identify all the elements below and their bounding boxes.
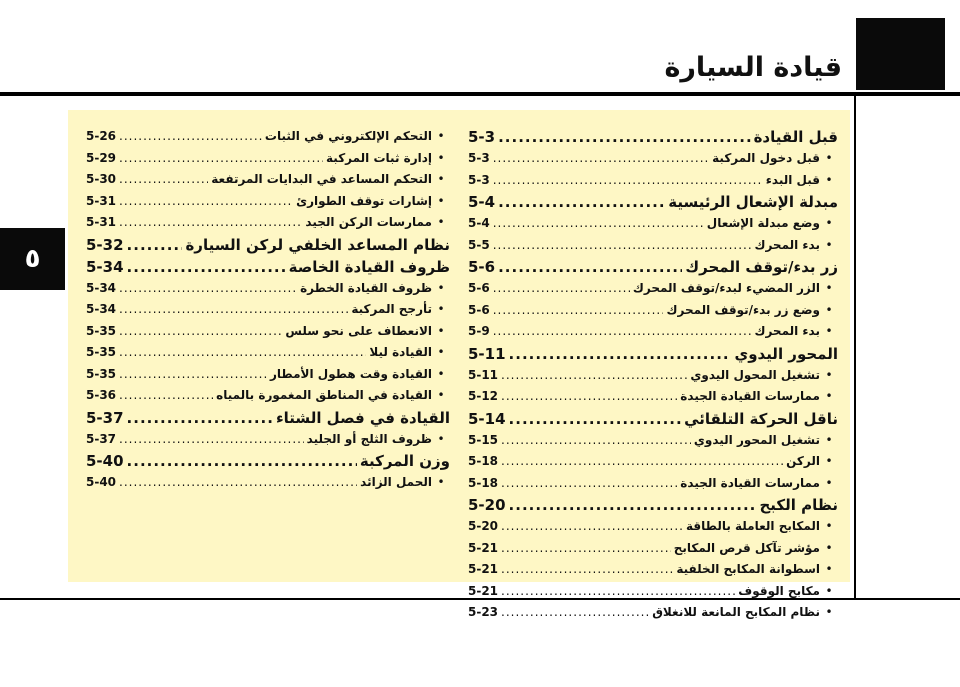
toc-page-number: 5-6 — [468, 281, 490, 295]
bullet-icon: • — [825, 454, 833, 468]
toc-subsection-entry[interactable] — [86, 191, 450, 213]
bullet-icon: • — [825, 367, 833, 382]
toc-page-number: 5-34 — [86, 280, 117, 295]
toc-entry-label: الزر المضيء لبدء/توقف المحرك — [632, 281, 820, 295]
dot-leader — [501, 365, 687, 387]
dot-leader — [127, 256, 286, 278]
toc-entry-label: التحكم المساعد في البدايات المرتفعة — [211, 172, 432, 186]
dot-leader — [119, 429, 304, 451]
dot-leader — [493, 321, 752, 343]
dot-leader — [493, 148, 709, 170]
dot-leader — [501, 516, 683, 538]
toc-entry-label: ممارسات القيادة الجيدة — [680, 475, 820, 490]
toc-page-number: 5-29 — [86, 150, 117, 165]
dot-leader — [493, 170, 763, 192]
toc-page-number: 5-3 — [468, 128, 496, 146]
bullet-icon: • — [825, 562, 833, 576]
toc-subsection-entry[interactable] — [86, 299, 450, 321]
dot-leader — [127, 234, 183, 256]
dot-leader — [493, 278, 630, 300]
toc-subsection-entry[interactable] — [86, 278, 450, 300]
toc-page-number: 5-5 — [468, 237, 490, 252]
toc-page-number: 5-20 — [468, 496, 506, 514]
dot-leader — [501, 473, 677, 495]
toc-entry-label: إشارات توقف الطوارئ — [296, 193, 432, 208]
dot-leader — [119, 169, 208, 191]
toc-page-number: 5-37 — [86, 408, 124, 427]
toc-section-entry[interactable] — [86, 450, 450, 472]
toc-page-number: 5-31 — [86, 193, 117, 208]
toc-page-number: 5-6 — [468, 302, 490, 317]
toc-page-number: 5-35 — [86, 345, 117, 359]
toc-page-number: 5-36 — [86, 388, 117, 402]
bullet-icon: • — [825, 172, 833, 187]
toc-entry-label: الانعطاف على نحو سلس — [285, 323, 432, 338]
bullet-icon: • — [437, 302, 445, 316]
toc-entry-label: القيادة ليلا — [369, 345, 432, 359]
toc-entry-label: المكابح العاملة بالطاقة — [685, 519, 820, 533]
toc-entry-label: القيادة وقت هطول الأمطار — [270, 366, 432, 381]
toc-subsection-entry[interactable] — [86, 429, 450, 451]
bullet-icon: • — [825, 237, 833, 252]
bullet-icon: • — [825, 540, 833, 555]
toc-section-entry[interactable] — [86, 407, 450, 429]
toc-entry-label: تشغيل المحول اليدوي — [690, 367, 820, 382]
corner-block — [856, 18, 945, 90]
toc-entry-label: بدء المحرك — [754, 237, 820, 252]
dot-leader — [509, 494, 757, 516]
bullet-icon: • — [825, 583, 833, 598]
toc-page-number: 5-37 — [86, 431, 117, 446]
toc-page-number: 5-20 — [468, 519, 499, 533]
bullet-icon: • — [437, 323, 445, 338]
bullet-icon: • — [437, 172, 445, 186]
bullet-icon: • — [437, 193, 445, 208]
dot-leader — [493, 213, 704, 235]
toc-subsection-entry[interactable] — [468, 170, 838, 192]
bullet-icon: • — [825, 216, 833, 230]
toc-column-right — [468, 126, 838, 624]
toc-entry-label: ممارسات القيادة الجيدة — [680, 389, 820, 403]
toc-subsection-entry[interactable] — [86, 385, 450, 407]
dot-leader — [119, 472, 357, 494]
toc-entry-label: وضع مبدلة الإشعال — [706, 216, 820, 230]
toc-entry-label: نظام المساعد الخلفي لركن السيارة — [185, 235, 450, 254]
toc-page-number: 5-35 — [86, 323, 117, 338]
toc-section-entry[interactable] — [468, 343, 838, 365]
toc-page-number: 5-34 — [86, 257, 124, 276]
toc-page-number: 5-9 — [468, 324, 490, 338]
toc-subsection-entry[interactable] — [468, 430, 838, 452]
toc-subsection-entry[interactable] — [468, 365, 838, 387]
toc-entry-label: تشغيل المحور اليدوي — [693, 432, 820, 447]
toc-page-number: 5-35 — [86, 366, 117, 381]
toc-page-number: 5-4 — [468, 216, 490, 230]
toc-subsection-entry[interactable] — [468, 538, 838, 560]
bullet-icon: • — [437, 475, 445, 489]
toc-entry-label: مبدلة الإشعال الرئيسية — [668, 193, 838, 211]
toc-entry-label: مؤشر تآكل قرص المكابح — [673, 540, 820, 555]
toc-page-number: 5-12 — [468, 389, 499, 403]
toc-subsection-entry[interactable] — [468, 300, 838, 322]
dot-leader — [501, 430, 691, 452]
toc-page-number: 5-18 — [468, 475, 499, 490]
toc-entry-label: الحمل الزائد — [360, 475, 432, 489]
page-title: قيادة السيارة — [664, 52, 842, 83]
toc-subsection-entry[interactable] — [468, 148, 838, 170]
dot-leader — [493, 235, 752, 257]
bullet-icon: • — [437, 129, 445, 143]
toc-page-number: 5-11 — [468, 344, 506, 363]
dot-leader — [498, 256, 682, 278]
toc-entry-label: إدارة ثبات المركبة — [326, 150, 432, 165]
toc-entry-label: ظروف القيادة الخاصة — [288, 257, 450, 276]
dot-leader — [127, 407, 273, 429]
toc-section-entry[interactable] — [468, 494, 838, 516]
bullet-icon: • — [825, 605, 833, 619]
toc-entry-label: وزن المركبة — [359, 452, 450, 470]
bullet-icon: • — [437, 280, 445, 295]
bullet-icon: • — [437, 388, 445, 402]
toc-subsection-entry[interactable] — [468, 235, 838, 257]
dot-leader — [119, 321, 282, 343]
dot-leader — [119, 385, 213, 407]
toc-page-number: 5-31 — [86, 215, 117, 229]
toc-entry-label: اسطوانة المكابح الخلفية — [676, 562, 820, 576]
bullet-icon: • — [437, 366, 445, 381]
dot-leader — [119, 342, 366, 364]
dot-leader — [127, 450, 357, 472]
toc-entry-label: المحور اليدوي — [734, 344, 838, 363]
bullet-icon: • — [825, 324, 833, 338]
toc-entry-label: ظروف الثلج أو الجليد — [306, 431, 432, 446]
dot-leader — [119, 299, 348, 321]
toc-subsection-entry[interactable] — [468, 213, 838, 235]
toc-entry-label: قبل البدء — [765, 172, 820, 187]
toc-subsection-entry[interactable] — [86, 212, 450, 234]
toc-page-number: 5-34 — [86, 302, 117, 316]
toc-page-number: 5-3 — [468, 172, 490, 187]
chapter-tab[interactable]: ٥ — [0, 228, 65, 290]
dot-leader — [509, 408, 682, 430]
dot-leader — [119, 212, 302, 234]
bullet-icon: • — [437, 345, 445, 359]
toc-page-number: 5-4 — [468, 193, 496, 211]
toc-entry-label: القيادة في المناطق المغمورة بالمياه — [216, 388, 432, 402]
toc-section-entry[interactable] — [468, 256, 838, 278]
dot-leader — [119, 126, 262, 148]
toc-page-number: 5-40 — [86, 475, 117, 489]
toc-subsection-entry[interactable] — [468, 602, 838, 624]
dot-leader — [119, 191, 293, 213]
toc-section-entry[interactable] — [86, 256, 450, 278]
toc-entry-label: نظام المكابح المانعة للانغلاق — [652, 605, 820, 619]
toc-section-entry[interactable] — [468, 126, 838, 148]
toc-page-number: 5-23 — [468, 605, 499, 619]
toc-subsection-entry[interactable] — [468, 278, 838, 300]
toc-subsection-entry[interactable] — [468, 516, 838, 538]
header-rule — [0, 92, 960, 96]
toc-page-number: 5-6 — [468, 258, 496, 276]
toc-entry-label: تأرجح المركبة — [351, 302, 432, 316]
toc-subsection-entry[interactable] — [86, 342, 450, 364]
toc-entry-label: مكابح الوقوف — [738, 583, 820, 598]
dot-leader — [119, 278, 297, 300]
toc-entry-label: ظروف القيادة الخطرة — [300, 280, 432, 295]
toc-subsection-entry[interactable] — [86, 169, 450, 191]
toc-subsection-entry[interactable] — [468, 451, 838, 473]
toc-subsection-entry[interactable] — [86, 321, 450, 343]
toc-entry-label: بدء المحرك — [754, 324, 820, 338]
toc-subsection-entry[interactable] — [86, 364, 450, 386]
toc-entry-label: قبل القيادة — [753, 128, 838, 146]
toc-subsection-entry[interactable] — [86, 126, 450, 148]
toc-entry-label: نظام الكبح — [759, 496, 838, 514]
bullet-icon: • — [825, 475, 833, 490]
bullet-icon: • — [825, 432, 833, 447]
dot-leader — [501, 538, 671, 560]
toc-column-left — [86, 126, 450, 494]
toc-page-number: 5-18 — [468, 454, 499, 468]
toc-page-number: 5-21 — [468, 562, 499, 576]
toc-page-number: 5-21 — [468, 583, 499, 598]
toc-section-entry[interactable] — [468, 191, 838, 213]
toc-entry-label: وضع زر بدء/توقف المحرك — [666, 302, 820, 317]
bullet-icon: • — [825, 519, 833, 533]
dot-leader — [119, 364, 267, 386]
dot-leader — [119, 148, 323, 170]
bullet-icon: • — [825, 281, 833, 295]
bullet-icon: • — [437, 215, 445, 229]
dot-leader — [501, 559, 673, 581]
toc-entry-label: قبل دخول المركبة — [712, 151, 820, 165]
toc-page-number: 5-11 — [468, 367, 499, 382]
toc-subsection-entry[interactable] — [86, 472, 450, 494]
toc-subsection-entry[interactable] — [468, 559, 838, 581]
toc-subsection-entry[interactable] — [468, 386, 838, 408]
toc-entry-label: الركن — [786, 454, 820, 468]
toc-page-number: 5-40 — [86, 452, 124, 470]
toc-subsection-entry[interactable] — [86, 148, 450, 170]
dot-leader — [498, 191, 665, 213]
toc-entry-label: التحكم الإلكتروني في الثبات — [264, 129, 432, 143]
toc-page-number: 5-15 — [468, 432, 499, 447]
dot-leader — [509, 343, 732, 365]
bullet-icon: • — [825, 389, 833, 403]
footer-rule — [0, 598, 960, 600]
toc-section-entry[interactable] — [86, 234, 450, 256]
bullet-icon: • — [437, 150, 445, 165]
toc-entry-label: ممارسات الركن الجيد — [305, 215, 432, 229]
toc-page-number: 5-26 — [86, 129, 117, 143]
dot-leader — [498, 126, 750, 148]
dot-leader — [501, 602, 649, 624]
toc-page-number: 5-21 — [468, 540, 499, 555]
toc-entry-label: ناقل الحركة التلقائي — [684, 409, 838, 428]
toc-subsection-entry[interactable] — [468, 321, 838, 343]
toc-panel — [68, 110, 850, 619]
toc-entry-label: القيادة في فصل الشتاء — [276, 408, 450, 427]
bullet-icon: • — [825, 151, 833, 165]
bullet-icon: • — [825, 302, 833, 317]
toc-entry-label: زر بدء/توقف المحرك — [685, 258, 838, 276]
toc-subsection-entry[interactable] — [468, 473, 838, 495]
toc-page-number: 5-32 — [86, 235, 124, 254]
toc-page-number: 5-14 — [468, 409, 506, 428]
bullet-icon: • — [437, 431, 445, 446]
dot-leader — [501, 386, 677, 408]
toc-page-number: 5-3 — [468, 151, 490, 165]
toc-page-number: 5-30 — [86, 172, 117, 186]
dot-leader — [501, 451, 783, 473]
toc-section-entry[interactable] — [468, 408, 838, 430]
dot-leader — [493, 300, 664, 322]
side-divider — [854, 92, 856, 600]
